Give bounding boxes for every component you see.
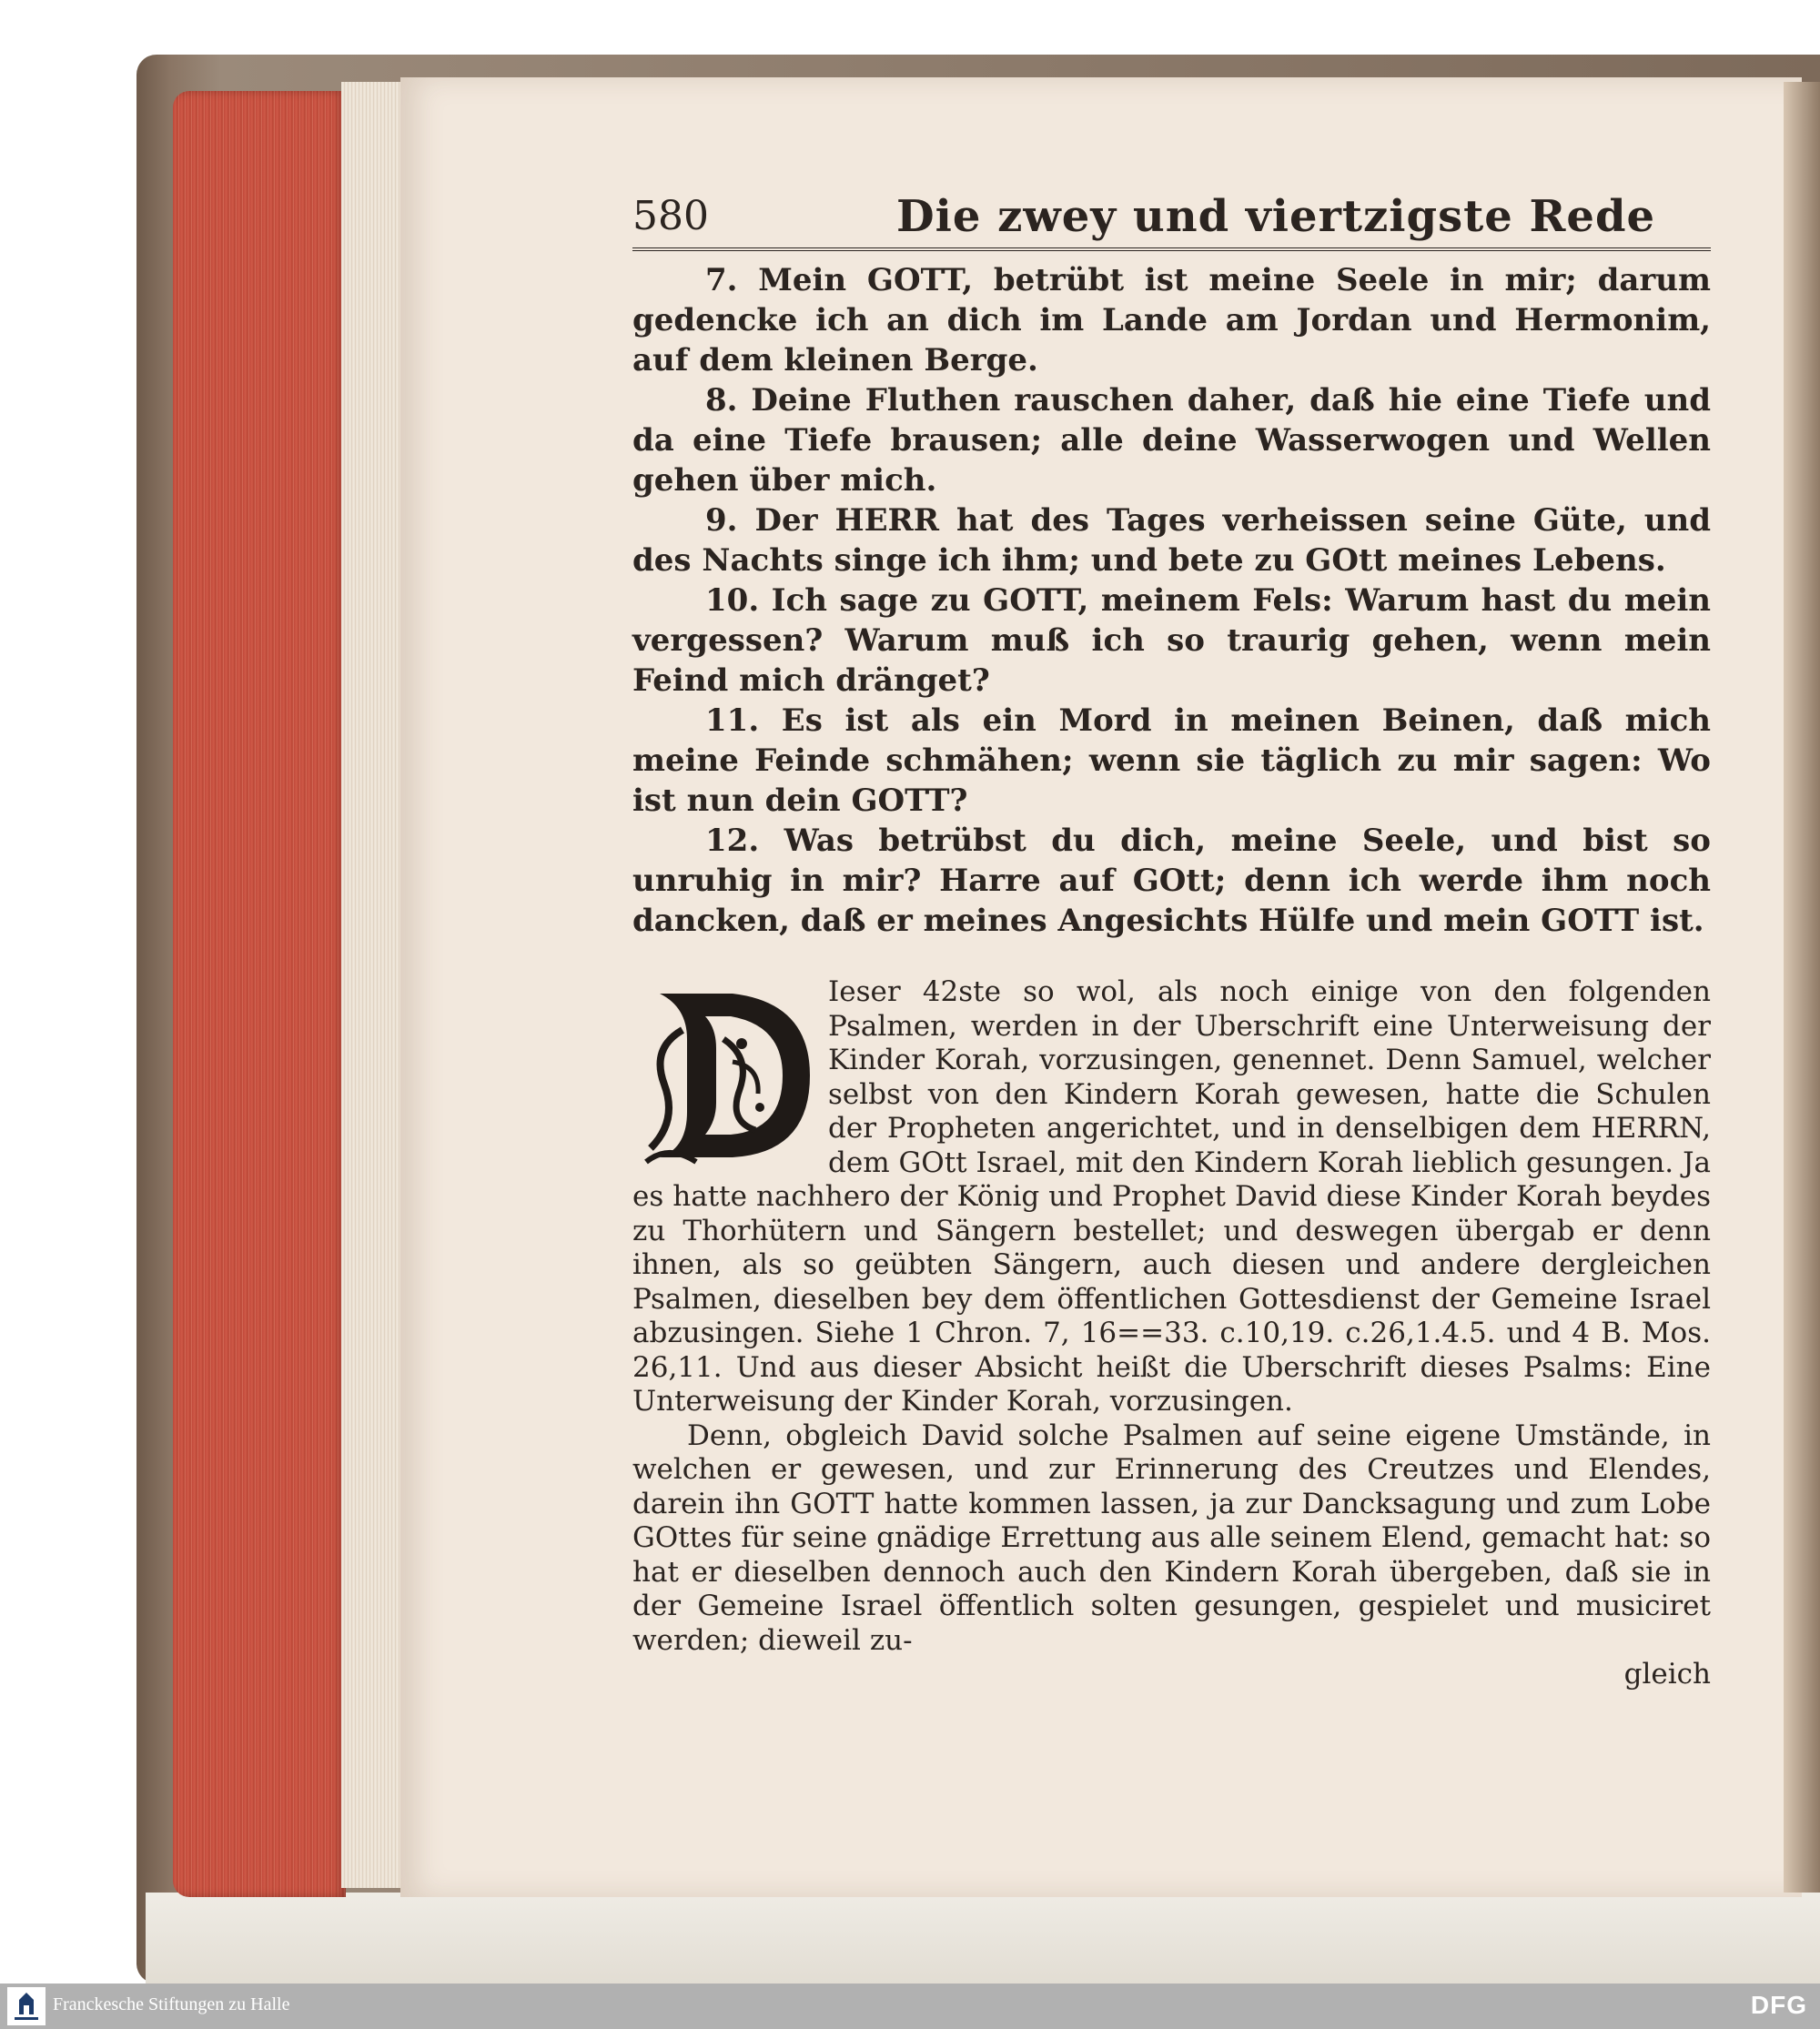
- verse-10: 10. Ich sage zu GOTT, meinem Fels: Warum hast du mein vergessen? Warum muß ich so traurig gehen, wenn mein Feind mich dränget?: [632, 582, 1711, 699]
- verse-9: 9. Der HERR hat des Tages verheissen seine Güte, und des Nachts singe ich ihm; und bete zu GOtt meines Lebens.: [632, 502, 1711, 579]
- institution-logo-icon[interactable]: [7, 1987, 46, 2025]
- viewer-footer: [0, 1984, 1820, 2029]
- commentary-paragraph-2: Denn, obgleich David solche Psalmen auf seine eigene Umstände, in welchen er gewesen, und zur Erinnerung des Creutzes und Elendes, darein ihn GOTT hatte kommen lassen, ja zur Dancksagung und zum Lobe GOttes für seine gnädige Errettung aus alle seinem Elend, gemacht hat: so hat er dieselben dennoch auch den Kindern Korah übergeben, daß sie in der Gemeine Israel öffentlich solten gesungen, gespielet und musiciret werden; dieweil zu-: [632, 1418, 1711, 1657]
- page-gutter: [1784, 82, 1820, 1893]
- verse-7: 7. Mein GOTT, betrübt ist meine Seele in mir; darum gedencke ich an dich im Lande am Jordan und Hermonim, auf dem kleinen Berge.: [632, 262, 1711, 379]
- dfg-logo[interactable]: DFG: [1750, 1991, 1807, 2019]
- commentary-paragraph-1: Ieser 42ste so wol, als noch einige von den folgenden Psalmen, werden in der Uberschrift eine Unterweisung der Kinder Korah, vorzusingen, genennet. Denn Samuel, welcher selbst von den Kindern Korah gewesen, hatte die Schulen der Propheten angerichtet, und in denselbigen dem HERRN, dem GOtt Israel, mit den Kindern Korah lieblich gesungen. Ja es hatte nachhero der König und Prophet David diese Kinder Korah beydes zu Thorhütern und Sängern bestellet; und deswegen übergab er denn ihnen, als so geübten Sängern, auch diesen und andere dergleichen Psalmen, dieselben bey dem öffentlichen Gottesdienst der Gemeine Israel abzusingen. Siehe 1 Chron. 7, 16==33. c.10,19. c.26,1.4.5. und 4 B. Mos. 26,11. Und aus dieser Absicht heißt die Uberschrift dieses Psalms: Eine Unterweisung der Kinder Korah, vorzusingen.: [632, 975, 1711, 1418]
- page-text: [632, 191, 1711, 1691]
- commentary: [632, 975, 1711, 1691]
- verse-12: 12. Was betrübst du dich, meine Seele, und bist so unruhig in mir? Harre auf GOtt; denn ich werde ihm noch dancken, daß er meines Angesichts Hülfe und mein GOTT ist.: [632, 823, 1711, 939]
- running-head-title: Die zwey und viertzigste Rede: [896, 191, 1656, 242]
- institution-name[interactable]: Franckesche Stiftungen zu Halle: [53, 1994, 290, 2014]
- dropcap-d-ornament: [632, 975, 819, 1171]
- book-cover-edge: [146, 1893, 1820, 1984]
- verse-11: 11. Es ist als ein Mord in meinen Beinen, daß mich meine Feinde schmähen; wenn sie täglich zu mir sagen: Wo ist nun dein GOTT?: [632, 702, 1711, 819]
- catchword: gleich: [1623, 1658, 1711, 1691]
- red-page-edges: [173, 91, 346, 1897]
- running-head: [632, 191, 1711, 251]
- page-number: 580: [632, 193, 709, 239]
- page-stack: [341, 82, 405, 1888]
- verse-8: 8. Deine Fluthen rauschen daher, daß hie eine Tiefe und da eine Tiefe brausen; alle deine Wasserwogen und Wellen gehen über mich.: [632, 382, 1711, 499]
